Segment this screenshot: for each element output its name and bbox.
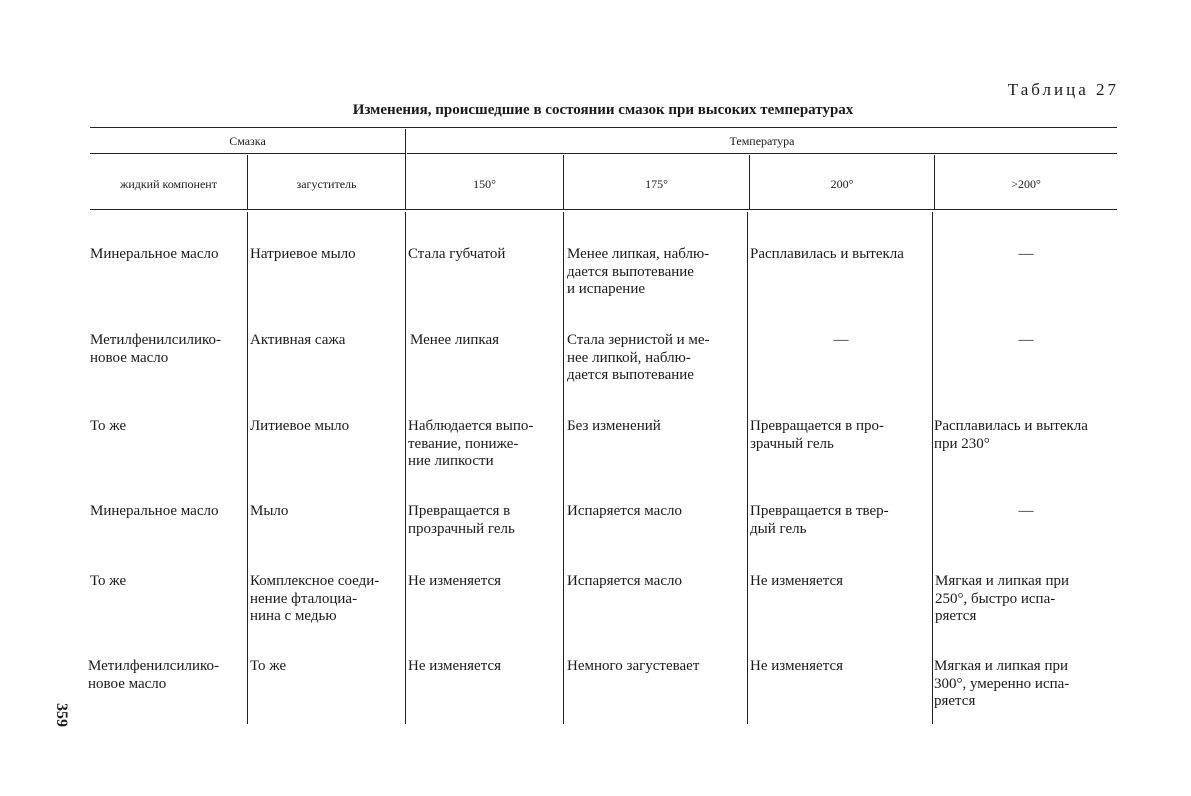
row1-over200: — [1018, 246, 1034, 262]
row4-t175: Испаряется масло [567, 503, 682, 519]
row6-t150: Не изменяется [408, 658, 502, 674]
row5-over200: Мягкая и липкая при 250°, быстро испа- ряется [935, 573, 1069, 624]
table-top-rule [90, 127, 1117, 128]
row5-t175: Испаряется масло [567, 573, 682, 589]
row5-t150: Не изменяется [408, 573, 502, 589]
row1-thickener: Натриевое мыло [250, 246, 356, 262]
row2-t200: — [833, 332, 849, 348]
header-thickener: загуститель [296, 177, 357, 191]
header-divider-group [405, 129, 406, 209]
row3-liquid: То же [90, 418, 127, 434]
row3-thickener: Литиевое мыло [250, 418, 350, 434]
row2-over200: — [1018, 332, 1034, 348]
row6-thickener: То же [250, 658, 287, 674]
row4-over200: — [1018, 503, 1034, 519]
header-bottom-rule [90, 209, 1117, 210]
header-liquid-component: жидкий компонент [120, 177, 217, 191]
row2-t175: Стала зернистой и ме- нее липкой, наблю- дается выпотевание [567, 332, 710, 383]
table-number-label: Таблица 27 [1007, 80, 1119, 99]
temperature-group-rule [407, 153, 1117, 154]
header-lubricant: Смазка [229, 134, 266, 148]
row2-t150: Менее липкая [410, 332, 500, 348]
row5-thickener: Комплексное соеди- нение фталоциа- нина с медью [250, 573, 380, 624]
row6-over200: Мягкая и липкая при 300°, умеренно испа- ряется [934, 658, 1070, 709]
row2-thickener: Активная сажа [250, 332, 346, 348]
header-200: 200° [830, 177, 854, 191]
row4-t200: Превращается в твер- дый гель [750, 503, 889, 537]
row4-t150: Превращается в прозрачный гель [408, 503, 515, 537]
page-number: 359 [53, 703, 70, 727]
row6-t200: Не изменяется [750, 658, 844, 674]
row3-t150: Наблюдается выпо- тевание, пониже- ние липкости [408, 418, 534, 469]
column-divider-thickener-150 [405, 212, 406, 724]
row5-liquid: То же [90, 573, 127, 589]
row6-t175: Немного загустевает [567, 658, 700, 674]
header-over-200: >200° [1011, 177, 1041, 191]
header-175: 175° [645, 177, 668, 191]
column-divider-150-175 [563, 212, 564, 724]
row1-t200: Расплавилась и вытекла [750, 246, 904, 262]
lubricant-group-rule [90, 153, 405, 154]
row1-t175: Менее липкая, наблю- дается выпотевание и испарение [567, 246, 710, 297]
row4-thickener: Мыло [250, 503, 289, 519]
row3-over200: Расплавилась и вытекла при 230° [934, 418, 1088, 452]
column-divider-liquid-thickener [247, 212, 248, 724]
row6-liquid: Метилфенилсилико- новое масло [88, 658, 220, 692]
table-title: Изменения, происшедшие в состоянии смазок при высоких температурах [352, 102, 854, 118]
row3-t175: Без изменений [567, 418, 661, 434]
row1-t150: Стала губчатой [408, 246, 506, 262]
row4-liquid: Минеральное масло [90, 503, 219, 519]
row5-t200: Не изменяется [750, 573, 844, 589]
row2-liquid: Метилфенилсилико- новое масло [90, 332, 222, 366]
header-150: 150° [473, 177, 496, 191]
row1-liquid: Минеральное масло [90, 246, 219, 262]
header-temperature: Температура [729, 134, 795, 148]
column-divider-200-over [932, 212, 933, 724]
row3-t200: Превращается в про- зрачный гель [750, 418, 884, 452]
